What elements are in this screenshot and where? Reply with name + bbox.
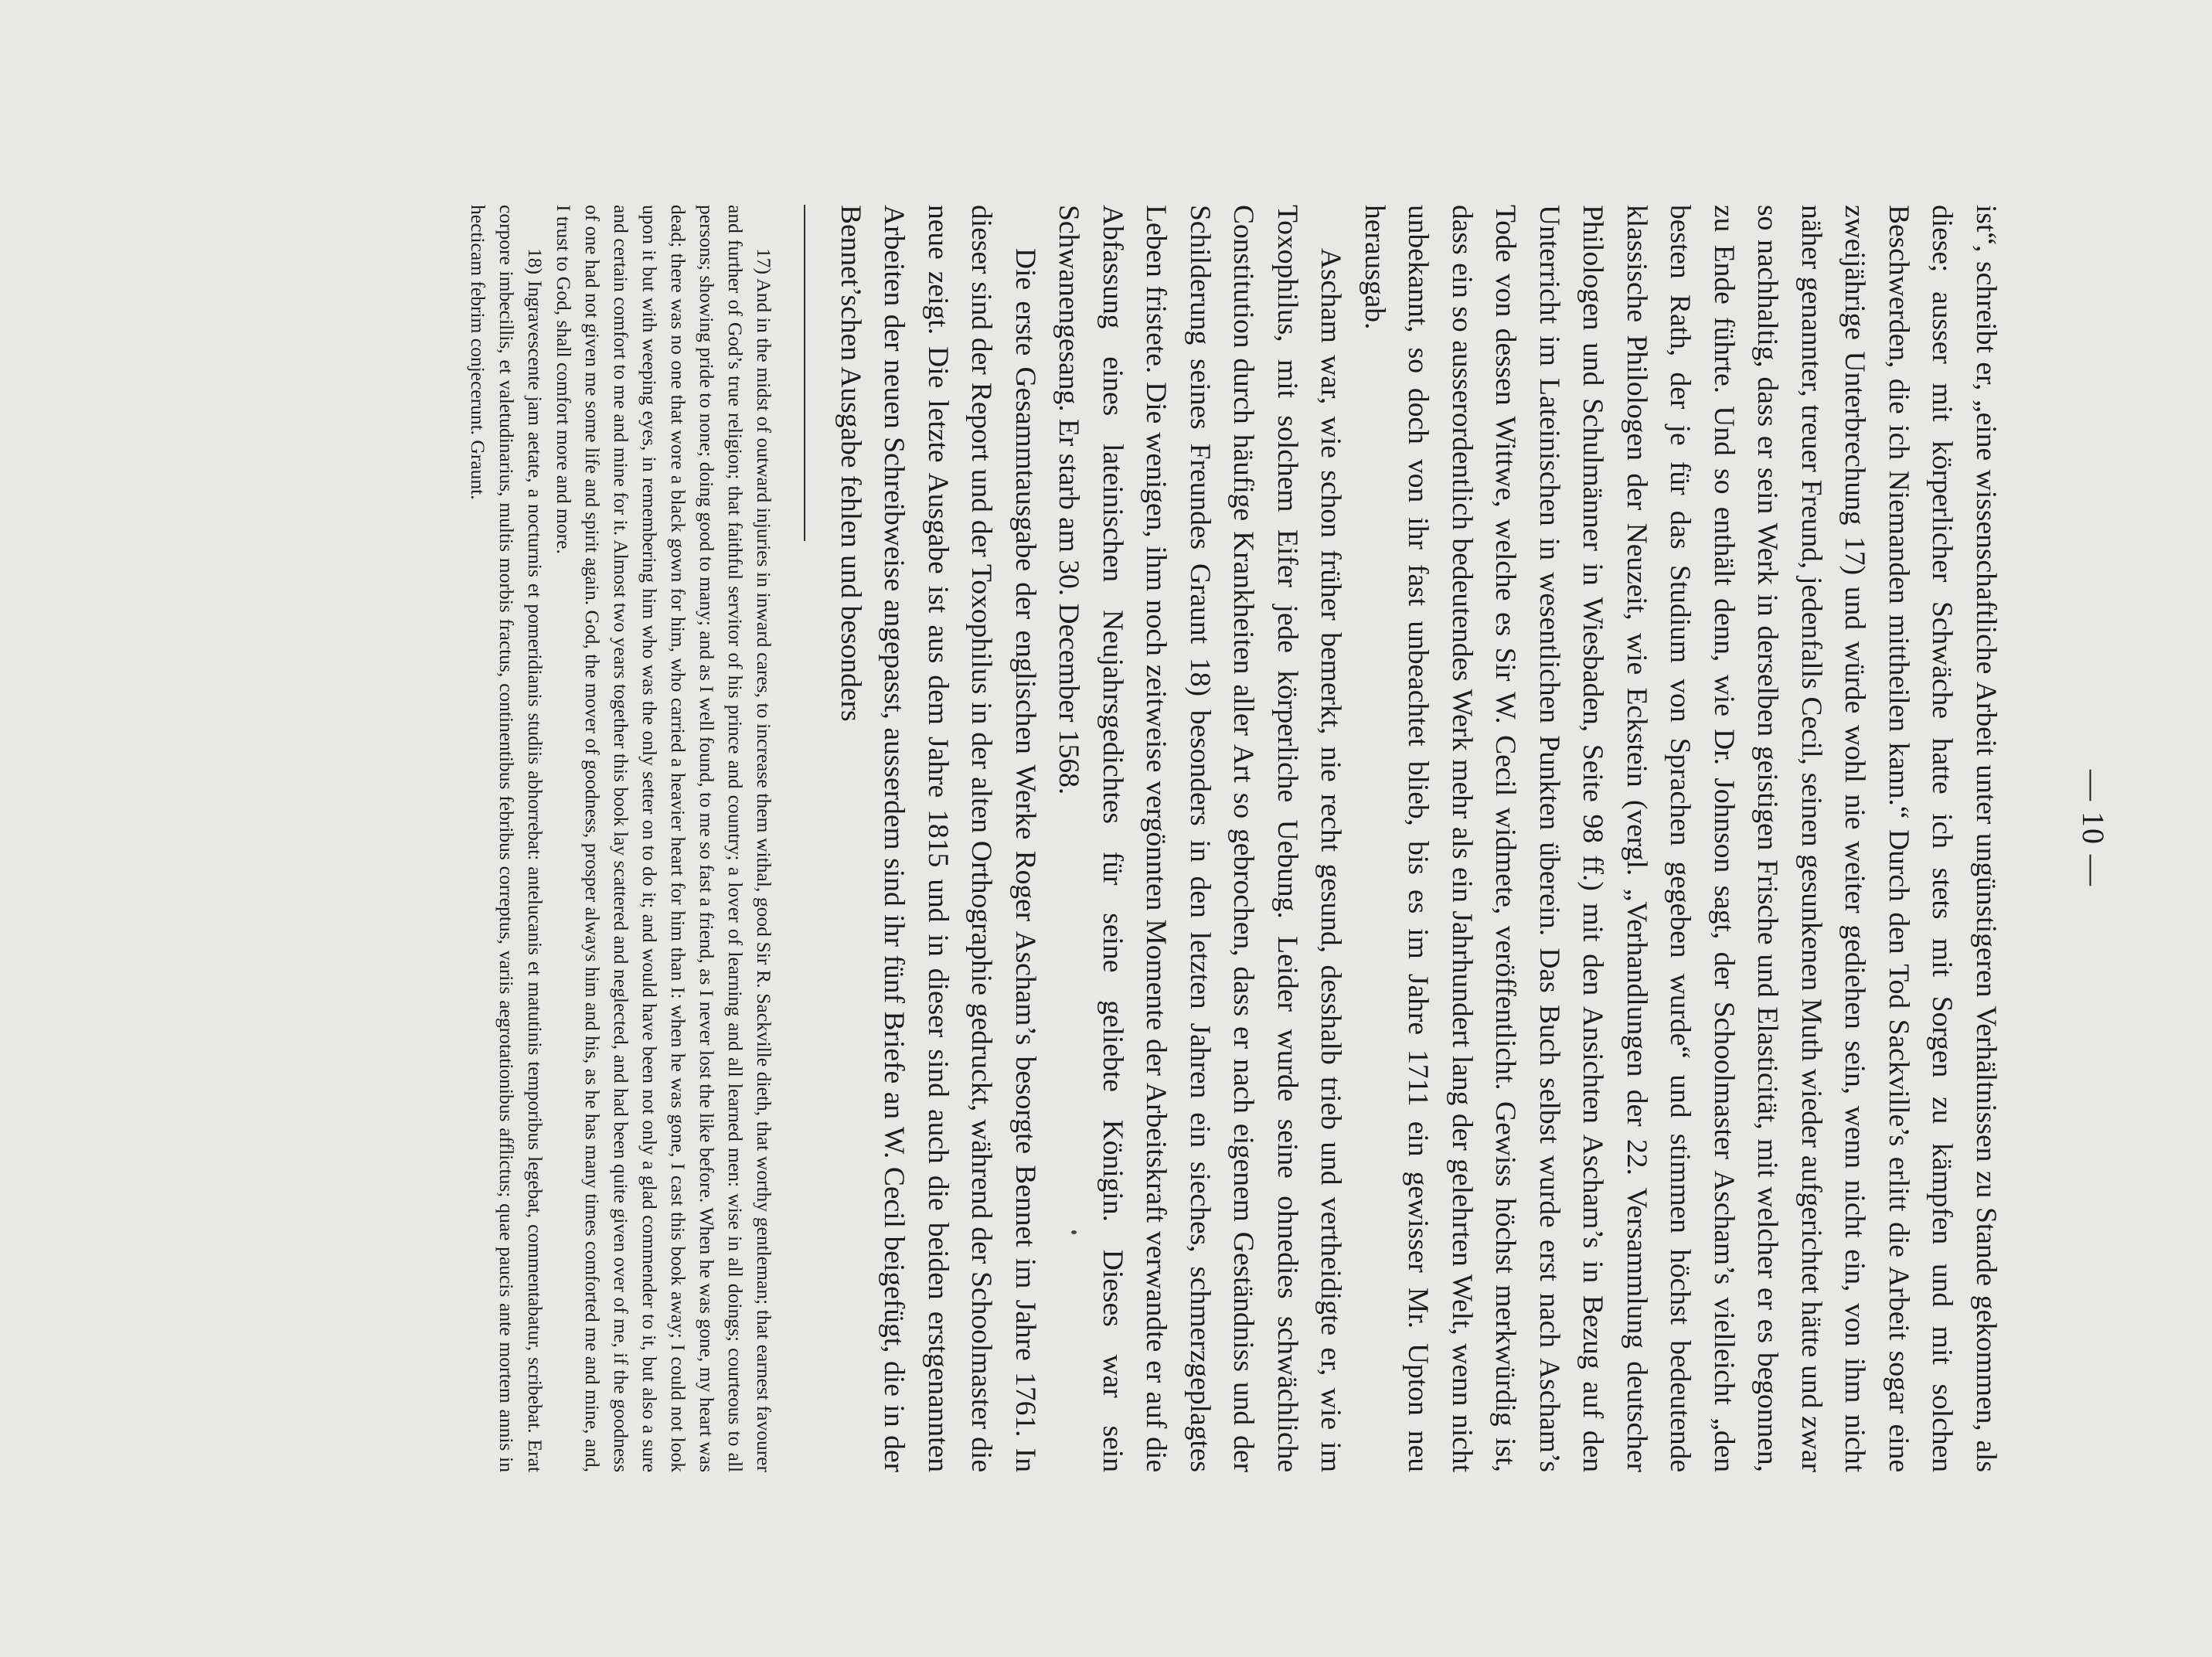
page-number-header: — 10 — [2076, 770, 2111, 887]
paragraph-1: ist“, schreibt er, „eine wissenschaftliche Arbeit unter ungünstigeren Verhältnissen zu Stande gekommen, als diese; ausser mit körperlicher Schwäche hatte ich stets mit Sorgen zu kämpfen und mit solchen Beschwerden, die ich Niemanden mittheilen kann.“ Durch den Tod Sackville’s erlitt die Arbeit sogar eine zweijährige Unterbrechung 17) und würde wohl nie weiter gediehen sein, wenn nicht ein, von ihm nicht näher genannter, treuer Freund, jedenfalls Cecil, seinen gesunkenen Muth wieder aufgerichtet hätte und zwar so nachhaltig, dass er sein Werk in derselben geistigen Frische und Elasticität, mit welcher er es begonnen, zu Ende führte. Und so enthält denn, wie Dr. Johnson sagt, der Schoolmaster Ascham’s vielleicht „den besten Rath, der je für das Studium von Sprachen gegeben wurde“ und stimmen höchst bedeutende klassische Philologen der Neuzeit, wie Eckstein (vergl. „Verhandlungen der 22. Versammlung deutscher Philologen und Schulmänner in Wiesbaden, Seite 98 ff.) mit den Ansichten Ascham’s in Bezug auf den Unterricht im Lateinischen in wesentlichen Punkten überein. Das Buch selbst wurde erst nach Ascham’s Tode von dessen Wittwe, welche es Sir W. Cecil widmete, veröffentlicht. Gewiss höchst merkwürdig ist, dass ein so ausserordentlich bedeutendes Werk mehr als ein Jahrhundert lang der gelehrten Welt, wenn nicht unbekannt, so doch von ihr fast unbeachtet blieb, bis es im Jahre 1711 ein gewisser Mr. Upton neu herausgab. [1359, 205, 2002, 1472]
scan-speck [1071, 1230, 1077, 1234]
footnote-17: 17) And in the midst of outward injuries in inward cares, to increase them withal, good Sir R. Sackville dieth, that worthy gentleman; that earnest favourer and further of God’s true religion; that faithful servitor of his prince and country; a lover of learning and all learned men: wise in all doings; courteous to all persons; showing pride to none; doing good to many; and as I well found, to me so fast a friend, as I never lost the like before. When he was gone, my heart was dead; there was no one that wore a black gown for him, who carried a heavier heart for him than I: when he was gone, I cast this book away; I could not look upon it but with weeping eyes, in remembering him who was the only setter on to do it; and would have been not only a glad commender to it, but also a sure and certain comfort to me and mine for it. Almost two years together this book lay scattered and neglected, and had been quite given over of me, if the goodness of one had not given me some life and spirit again. God, the mover of goodness, prosper always him and his, as he has many times comforted me and mine, and, I trust to God, shall comfort more and more. [553, 205, 775, 1472]
paragraph-2: Ascham war, wie schon früher bemerkt, nie recht gesund, desshalb trieb und vertheidigte er, wie im Toxophilus, mit solchem Eifer jede körperliche Uebung. Leider wurde seine ohnedies schwächliche Constitution durch häufige Krankheiten aller Art so gebrochen, dass er nach eigenem Geständniss und der Schilderung seines Freundes Graunt 18) besonders in den letzten Jahren ein sieches, schmerzgeplagtes Leben fristete. Die wenigen, ihm noch zeitweise vergönnten Momente der Arbeitskraft verwandte er auf die Abfassung eines lateinischen Neujahrsgedichtes für seine geliebte Königin. Dieses war sein Schwanengesang. Er starb am 30. December 1568. [1053, 205, 1347, 1472]
paragraph-3: Die erste Gesammtausgabe der englischen Werke Roger Ascham’s besorgte Bennet im Jahre 1761. In dieser sind der Report und der Toxophilus in der alten Orthographie gedruckt, während der Schoolmaster die neue zeigt. Die letzte Ausgabe ist aus dem Jahre 1815 und in dieser sind auch die beiden erstgenannten Arbeiten der neuen Schreibweise angepasst, ausserdem sind ihr fünf Briefe an W. Cecil beigefügt, die in der Bennet’schen Ausgabe fehlen und besonders [835, 205, 1041, 1472]
body-text [829, 205, 2008, 1472]
footnotes [464, 205, 778, 1472]
footnote-separator [804, 205, 805, 541]
footnote-18: 18) Ingravescente jam aetate, a nocturnis et pomeridianis studiis abhorrebat: antelucanis et matutinis temporibus legebat, commentabatur, scribebat. Erat corpore imbecillis, et valetudinarius, multis morbis fractus, continentibus febribus correptus, variis aegrotationibus afflictus; quae paucis ante mortem annis in hecticam febrim conjecerunt. Graunt. [467, 205, 546, 1472]
